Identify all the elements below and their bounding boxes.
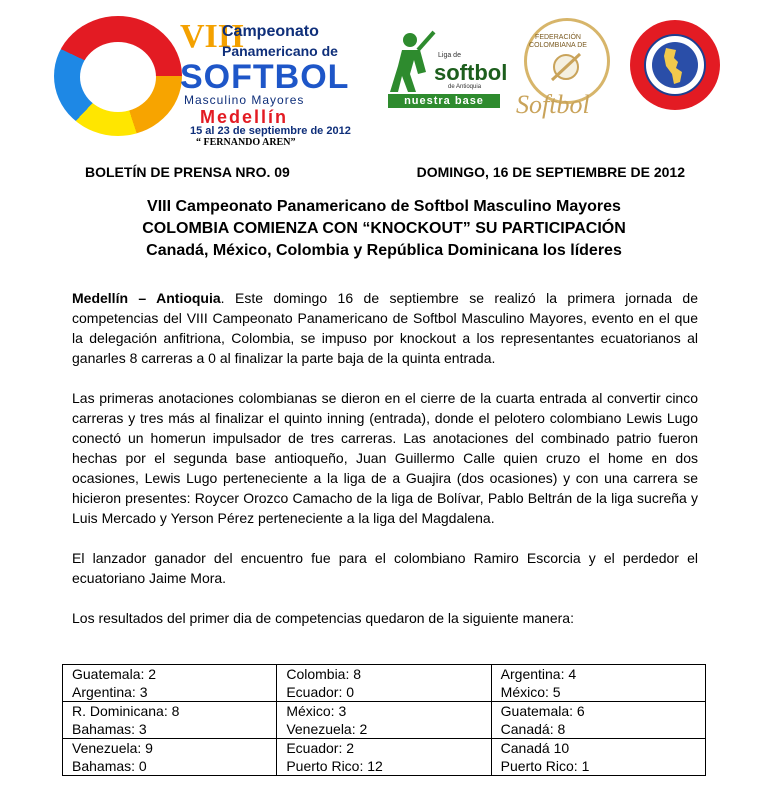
team-score: Canadá: 8 [500,721,566,737]
confederacion-logo [630,20,726,116]
team-score: Canadá 10 [500,740,570,756]
results-row [63,739,706,776]
team-score: Bahamas: 3 [72,721,147,737]
liga-logo-bottom: de Antioquia [448,84,482,90]
headline-leaders: Canadá, México, Colombia y República Dominicana los líderes [146,242,622,259]
team-score: Puerto Rico: 1 [500,758,590,774]
dateline: Medellín – Antioquia [72,290,221,306]
result-cell [277,702,491,739]
team-score: Guatemala: 2 [72,666,157,682]
team-score: Argentina: 4 [500,666,577,682]
event-logo-category: Masculino Mayores [184,93,305,107]
result-cell [63,739,277,776]
paragraph-2: Las primeras anotaciones colombianas se dieron en el cierre de la cuarta entrada al convertir cinco carreras y tres más al finalizar el quinto inning (entrada), donde el pelotero colombiano Lewis Lugo conectó un homerun impulsador de tres carreras. Las anotaciones del combinado patrio fueron hechas por el segunda base antioqueño, Juan Guillermo Calle quien cruzo el home en dos ocasiones, Lewis Lugo perteneciente a la liga de a Guajira (dos ocasiones) y con una carrera se hicieron presentes: Roycer Orozco Camacho de la liga de Bolívar, Pablo Beltrán de la liga sucreña y Luis Mercado y Yerson Pérez perteneciente a la liga del Magdalena. [72,390,698,526]
result-cell [491,739,705,776]
team-score: Puerto Rico: 12 [286,758,383,774]
team-score: Argentina: 3 [72,684,148,700]
header-logos [0,0,768,150]
event-logo [50,8,351,148]
event-logo-tribute: “ FERNANDO AREN” [196,137,296,148]
result-cell [491,665,705,702]
event-logo-roman: VIII [180,18,245,55]
paragraph-3: El lanzador ganador del encuentro fue para el colombiano Ramiro Escorcia y el perdedor el ecuatoriano Jaime Mora. [72,550,698,586]
liga-logo-top: Liga de [438,52,461,59]
result-cell [277,739,491,776]
bulletin-number: BOLETÍN DE PRENSA NRO. 09 [85,164,290,180]
result-cell [63,702,277,739]
liga-logo-word: softbol [434,60,508,85]
event-logo-ring [54,16,182,136]
paragraph-1 [72,288,698,368]
event-logo-dates: 15 al 23 de septiembre de 2012 [190,125,351,137]
team-score: México: 5 [500,684,561,700]
team-score: Colombia: 8 [286,666,362,682]
result-cell [491,702,705,739]
federacion-logo [516,18,614,118]
results-row [63,665,706,702]
ball-bat-icon [546,52,586,82]
team-score: R. Dominicana: 8 [72,703,180,719]
team-score: Ecuador: 0 [286,684,355,700]
event-logo-softbol: SOFTBOL [180,58,350,96]
liga-logo-band: nuestra base [388,94,500,108]
headline-main: COLOMBIA COMIENZA CON “KNOCKOUT” SU PARTICIPACIÓN [142,220,626,237]
americas-map-icon [652,42,698,88]
event-logo-line1: Campeonato [222,23,319,40]
bulletin-date: DOMINGO, 16 DE SEPTIEMBRE DE 2012 [416,164,685,180]
headline-event: VIII Campeonato Panamericano de Softbol Masculino Mayores [147,198,621,215]
federacion-arc-text: FEDERACIÓN COLOMBIANA DE [529,34,587,49]
team-score: México: 3 [286,703,347,719]
results-row [63,702,706,739]
event-logo-city: Medellín [200,107,289,127]
team-score: Bahamas: 0 [72,758,147,774]
federacion-logo-word: Softbol [516,90,590,119]
team-score: Guatemala: 6 [500,703,585,719]
liga-logo [388,30,508,110]
batter-figure-icon [388,30,438,94]
result-cell [277,665,491,702]
team-score: Venezuela: 2 [286,721,368,737]
team-score: Venezuela: 9 [72,740,153,756]
article-body [72,288,698,648]
paragraph-1-text: . Este domingo 16 de septiembre se realizó la primera jornada de competencias del VIII Campeonato Panamericano de Softbol Masculino Mayores, evento en el que la delegación anfitriona, Colombia, se impuso por knockout a los representantes ecuatorianos al ganarles 8 carreras a 0 al finalizar la parte baja de la quinta entrada. [72,290,698,366]
results-table [62,664,706,776]
result-cell [63,665,277,702]
headline-block [0,196,768,262]
event-logo-line2: Panamericano de [222,43,338,59]
paragraph-4: Los resultados del primer dia de competencias quedaron de la siguiente manera: [72,610,574,626]
team-score: Ecuador: 2 [286,740,355,756]
bulletin-header [85,164,685,184]
